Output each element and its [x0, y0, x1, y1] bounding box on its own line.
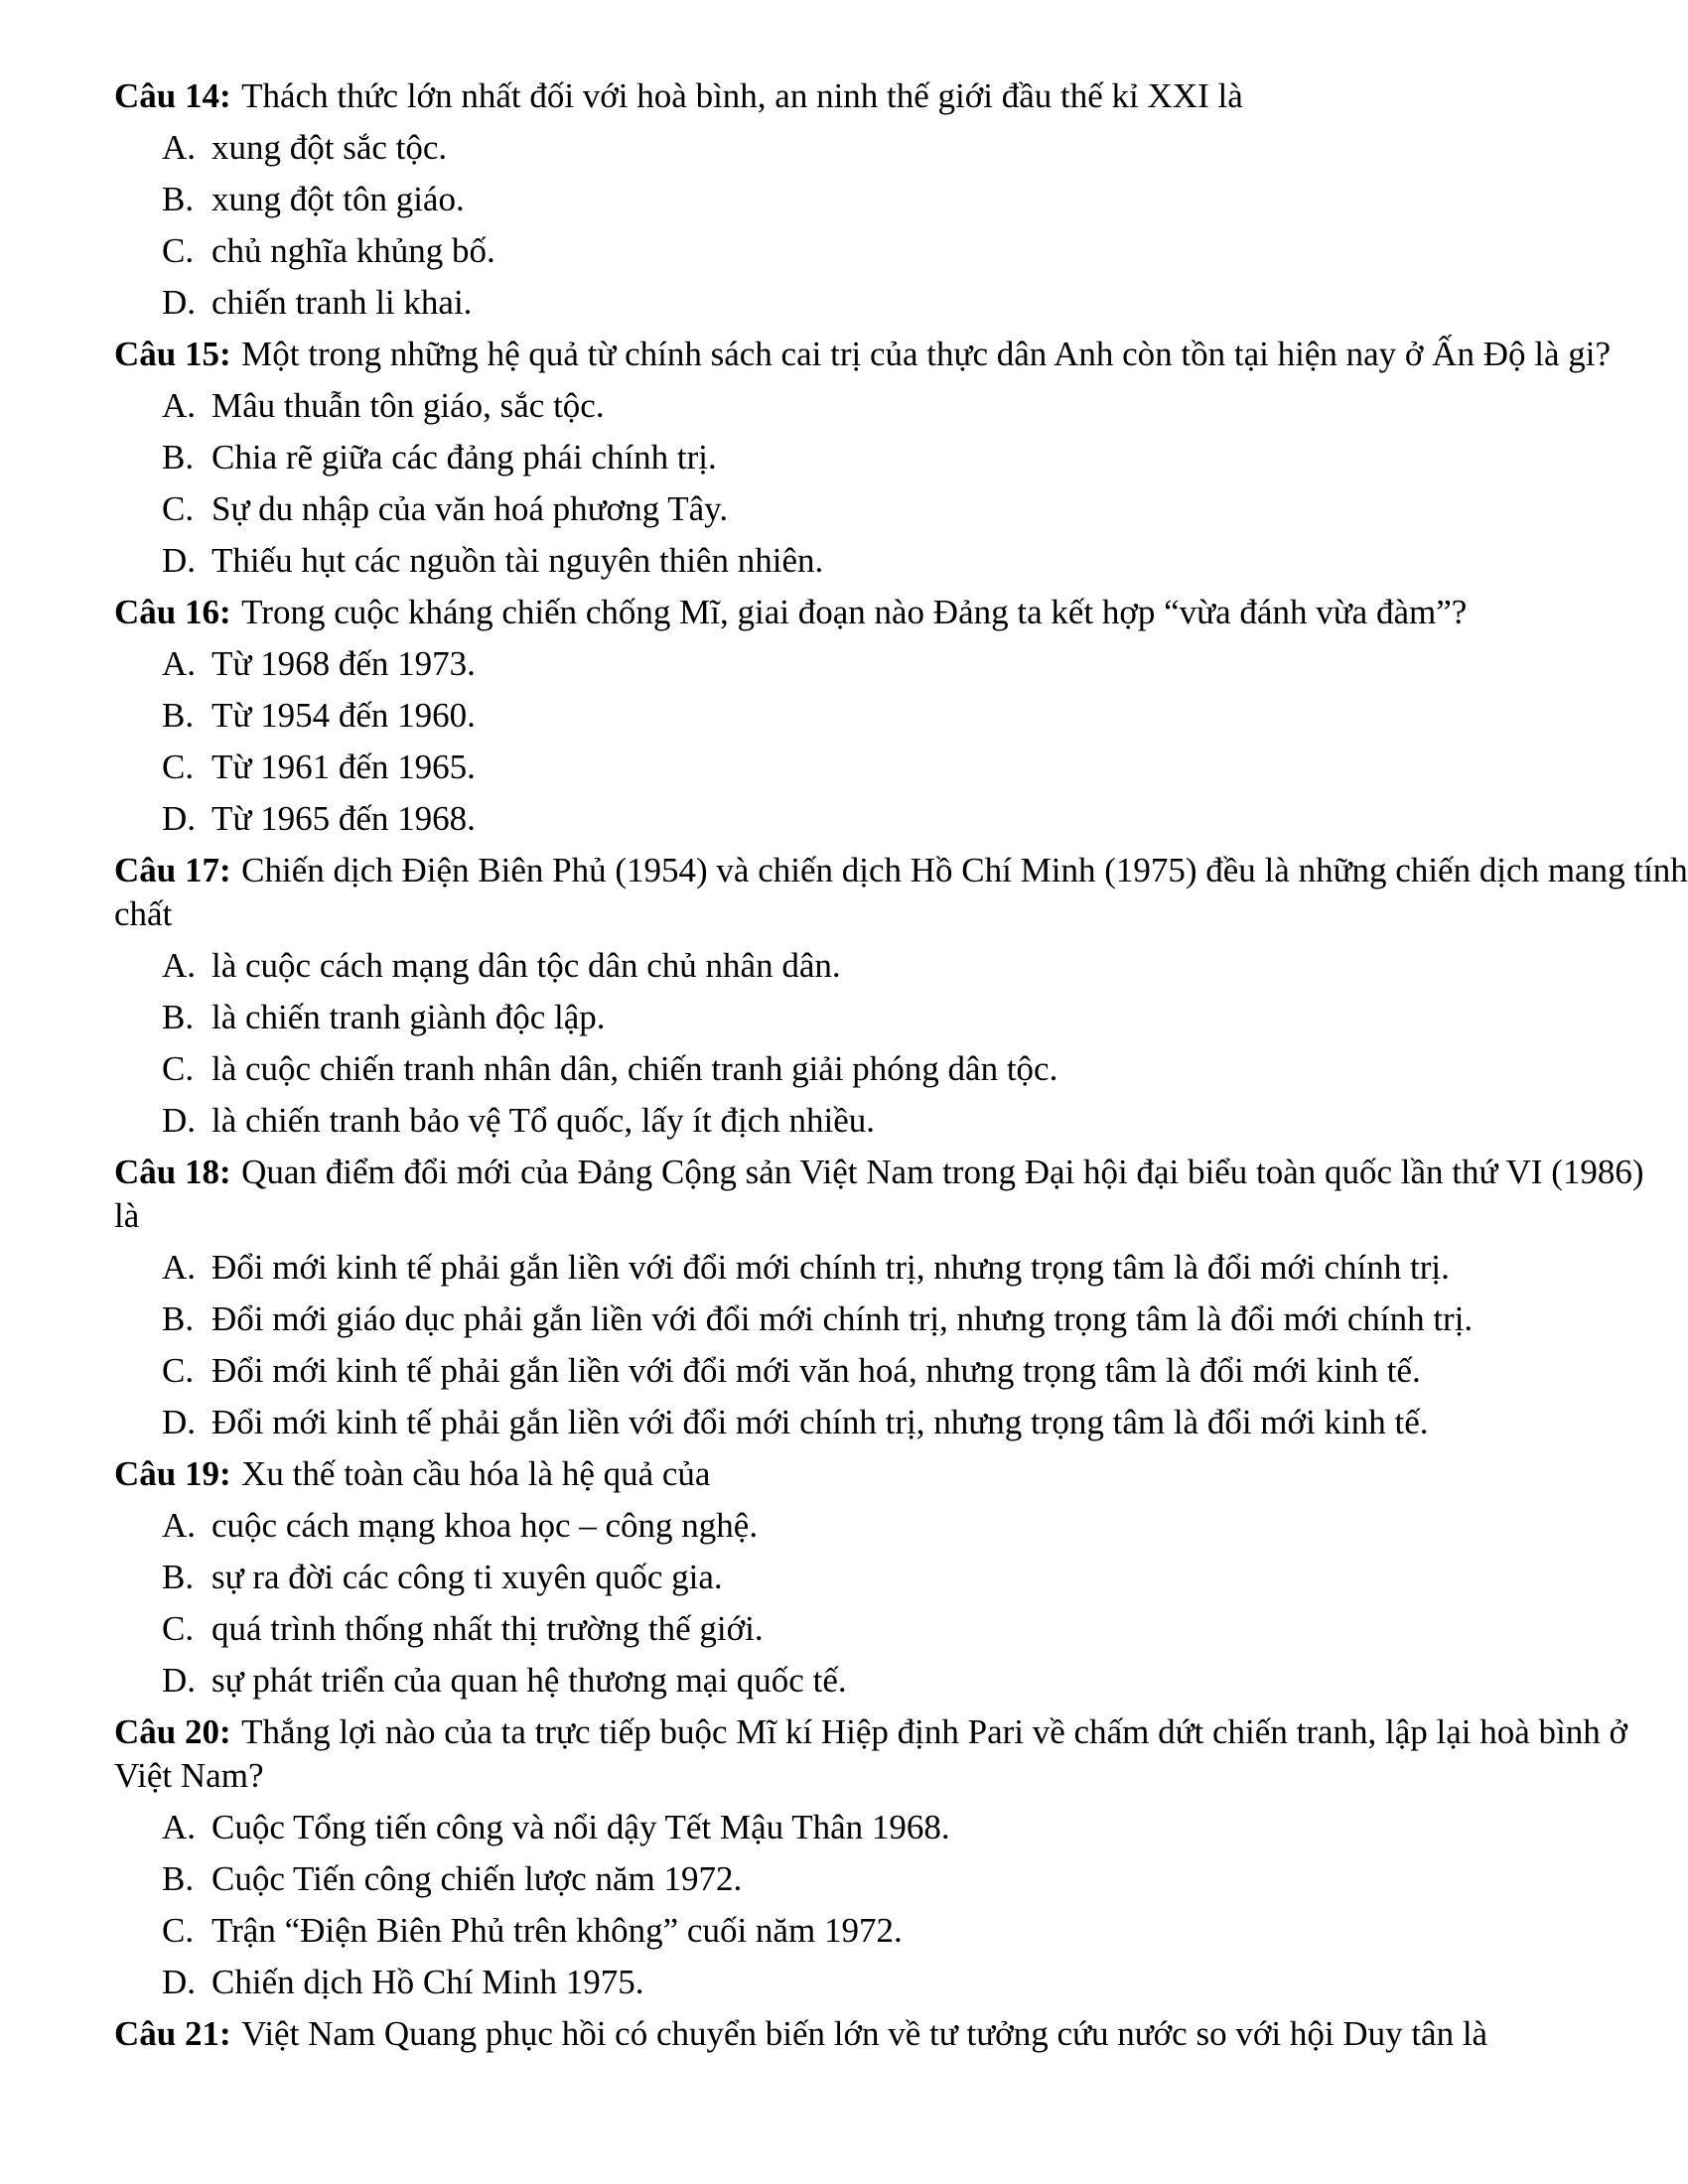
option-text: xung đột tôn giáo. — [211, 180, 465, 218]
option-letter: D. — [162, 1403, 197, 1441]
option-text: Chia rẽ giữa các đảng phái chính trị. — [211, 438, 717, 477]
option-text: Mâu thuẫn tôn giáo, sắc tộc. — [211, 386, 605, 425]
option-a — [114, 126, 1643, 170]
option-letter: C. — [162, 1609, 195, 1648]
option-text: cuộc cách mạng khoa học – công nghệ. — [211, 1506, 759, 1545]
question-label: Câu 18: — [114, 1153, 231, 1191]
question-block-19 — [114, 1452, 1643, 1703]
option-text: sự phát triển của quan hệ thương mại quốc tế. — [211, 1661, 847, 1700]
option-c — [114, 1047, 1643, 1091]
option-letter: D. — [162, 541, 197, 580]
question-block-14 — [114, 74, 1643, 325]
option-letter: A. — [162, 1808, 197, 1846]
option-text: Cuộc Tiến công chiến lược năm 1972. — [211, 1859, 743, 1898]
option-c — [114, 487, 1643, 531]
option-c — [114, 1909, 1643, 1953]
option-text: xung đột sắc tộc. — [211, 128, 448, 167]
question-label: Câu 17: — [114, 851, 231, 889]
option-letter: A. — [162, 128, 197, 167]
question-label: Câu 15: — [114, 335, 231, 373]
question-block-21 — [114, 2012, 1643, 2056]
option-letter: A. — [162, 644, 197, 683]
question-body-line2: chất — [114, 894, 173, 933]
option-c — [114, 1607, 1643, 1651]
option-b — [114, 996, 1643, 1039]
option-text: là chiến tranh bảo vệ Tổ quốc, lấy ít địch nhiều. — [211, 1101, 876, 1140]
option-letter: B. — [162, 696, 195, 735]
question-text — [114, 849, 1688, 936]
option-letter: A. — [162, 1248, 197, 1287]
question-body: Chiến dịch Điện Biên Phủ (1954) và chiến dịch Hồ Chí Minh (1975) đều là những chiến dịch mang tính — [241, 851, 1688, 889]
option-text: Từ 1961 đến 1965. — [211, 748, 476, 786]
question-block-17 — [114, 849, 1688, 1143]
option-text: là cuộc chiến tranh nhân dân, chiến tranh giải phóng dân tộc. — [211, 1049, 1058, 1088]
question-text — [114, 2012, 1643, 2056]
question-block-18 — [114, 1151, 1643, 1444]
option-a — [114, 1504, 1643, 1548]
option-d — [114, 539, 1643, 583]
option-letter: B. — [162, 998, 195, 1036]
option-d — [114, 1961, 1643, 2004]
option-letter: C. — [162, 1911, 195, 1950]
question-text — [114, 1710, 1643, 1798]
option-text: Sự du nhập của văn hoá phương Tây. — [211, 489, 729, 528]
option-letter: C. — [162, 1351, 195, 1390]
option-letter: B. — [162, 438, 195, 477]
question-label: Câu 20: — [114, 1712, 231, 1751]
option-text: là chiến tranh giành độc lập. — [211, 998, 606, 1036]
option-a — [114, 1806, 1643, 1849]
option-b — [114, 178, 1643, 221]
option-letter: D. — [162, 1101, 197, 1140]
option-c — [114, 229, 1643, 273]
option-a — [114, 384, 1643, 428]
option-text: Từ 1968 đến 1973. — [211, 644, 476, 683]
question-text — [114, 591, 1643, 634]
question-body: Quan điểm đổi mới của Đảng Cộng sản Việt Nam trong Đại hội đại biểu toàn quốc lần thứ VI (1986) — [241, 1153, 1644, 1191]
option-text: Đổi mới giáo dục phải gắn liền với đổi mới chính trị, nhưng trọng tâm là đổi mới chính trị. — [211, 1299, 1474, 1338]
option-letter: A. — [162, 946, 197, 985]
question-text — [114, 74, 1643, 118]
option-text: là cuộc cách mạng dân tộc dân chủ nhân dân. — [211, 946, 841, 985]
option-d — [114, 281, 1643, 325]
option-text: chiến tranh li khai. — [211, 283, 473, 322]
option-text: chủ nghĩa khủng bố. — [211, 231, 495, 270]
option-letter: B. — [162, 1859, 195, 1898]
question-body: Trong cuộc kháng chiến chống Mĩ, giai đoạn nào Đảng ta kết hợp “vừa đánh vừa đàm”? — [241, 593, 1468, 631]
option-letter: B. — [162, 180, 195, 218]
question-label: Câu 16: — [114, 593, 231, 631]
option-text: Từ 1954 đến 1960. — [211, 696, 476, 735]
option-a — [114, 642, 1643, 686]
option-c — [114, 746, 1643, 789]
option-text: sự ra đời các công ti xuyên quốc gia. — [211, 1558, 723, 1596]
question-body: Thắng lợi nào của ta trực tiếp buộc Mĩ kí Hiệp định Pari về chấm dứt chiến tranh, lập lại hoà bình ở — [241, 1712, 1627, 1751]
option-text: Từ 1965 đến 1968. — [211, 799, 476, 838]
option-c — [114, 1349, 1643, 1393]
option-letter: B. — [162, 1299, 195, 1338]
option-text: Trận “Điện Biên Phủ trên không” cuối năm 1972. — [211, 1911, 903, 1950]
option-letter: D. — [162, 1963, 197, 2001]
question-body: Một trong những hệ quả từ chính sách cai trị của thực dân Anh còn tồn tại hiện nay ở Ấn Độ là gi? — [241, 335, 1611, 373]
option-b — [114, 436, 1643, 479]
question-body-line2: là — [114, 1196, 140, 1235]
question-body: Việt Nam Quang phục hồi có chuyển biến lớn về tư tưởng cứu nước so với hội Duy tân là — [241, 2014, 1488, 2053]
question-body: Xu thế toàn cầu hóa là hệ quả của — [241, 1454, 711, 1493]
option-letter: C. — [162, 748, 195, 786]
question-block-16 — [114, 591, 1643, 841]
option-text: quá trình thống nhất thị trường thế giới. — [211, 1609, 764, 1648]
question-text — [114, 333, 1643, 376]
option-d — [114, 1099, 1643, 1143]
question-label: Câu 21: — [114, 2014, 231, 2053]
question-body-line2: Việt Nam? — [114, 1756, 264, 1795]
question-label: Câu 19: — [114, 1454, 231, 1493]
question-block-15 — [114, 333, 1643, 583]
option-text: Cuộc Tổng tiến công và nổi dậy Tết Mậu Thân 1968. — [211, 1808, 950, 1846]
option-text: Đổi mới kinh tế phải gắn liền với đổi mới chính trị, nhưng trọng tâm là đổi mới chính trị. — [211, 1248, 1450, 1287]
question-label: Câu 14: — [114, 76, 231, 115]
option-letter: A. — [162, 1506, 197, 1545]
option-d — [114, 1401, 1643, 1444]
option-letter: D. — [162, 283, 197, 322]
option-letter: D. — [162, 1661, 197, 1700]
question-text — [114, 1452, 1643, 1496]
option-d — [114, 1659, 1643, 1703]
option-text: Chiến dịch Hồ Chí Minh 1975. — [211, 1963, 644, 2001]
option-b — [114, 1556, 1643, 1599]
option-letter: C. — [162, 231, 195, 270]
question-body: Thách thức lớn nhất đối với hoà bình, an ninh thế giới đầu thế kỉ XXI là — [241, 76, 1243, 115]
option-text: Thiếu hụt các nguồn tài nguyên thiên nhiên. — [211, 541, 824, 580]
option-b — [114, 1857, 1643, 1901]
option-a — [114, 1246, 1643, 1290]
option-a — [114, 944, 1643, 988]
option-letter: D. — [162, 799, 197, 838]
option-text: Đổi mới kinh tế phải gắn liền với đổi mới văn hoá, nhưng trọng tâm là đổi mới kinh tế. — [211, 1351, 1421, 1390]
option-letter: A. — [162, 386, 197, 425]
option-b — [114, 694, 1643, 738]
option-letter: C. — [162, 489, 195, 528]
option-b — [114, 1297, 1643, 1341]
option-text: Đổi mới kinh tế phải gắn liền với đổi mới chính trị, nhưng trọng tâm là đổi mới kinh tế. — [211, 1403, 1429, 1441]
question-block-20 — [114, 1710, 1643, 2004]
question-text — [114, 1151, 1643, 1238]
option-letter: C. — [162, 1049, 195, 1088]
option-d — [114, 797, 1643, 841]
option-letter: B. — [162, 1558, 195, 1596]
